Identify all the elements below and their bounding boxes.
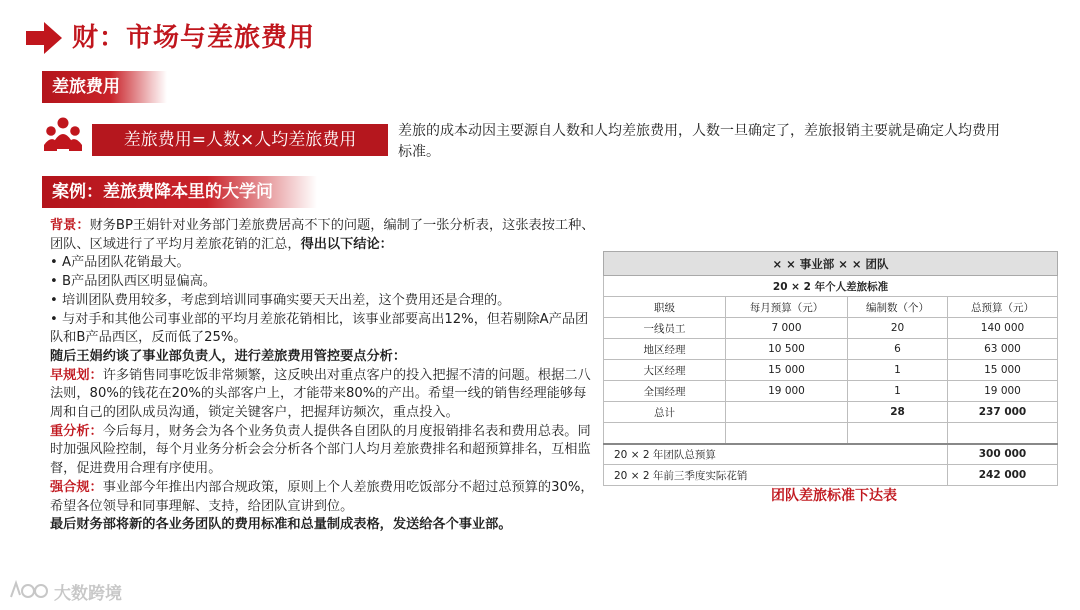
table-cell (604, 423, 726, 444)
table-cell: 15 000 (726, 360, 848, 381)
table-cell: 19 000 (948, 381, 1058, 402)
table-row (604, 339, 1058, 360)
table-cell: 28 (848, 402, 948, 423)
people-group-icon (44, 116, 82, 154)
page-title: 财：市场与差旅费用 (72, 23, 316, 53)
table-row (604, 360, 1058, 381)
table-cell: 一线员工 (604, 318, 726, 339)
column-header: 总预算（元） (948, 297, 1058, 318)
point-text: 事业部今年推出内部合规政策，原则上个人差旅费用吃饭部分不超过总预算的30%，希望各位领导和同事理解、支持，给团队宣讲到位。 (50, 479, 594, 514)
table-cell: 1 (848, 381, 948, 402)
arrow-right-icon (26, 22, 62, 54)
transition-text: 随后王娟约谈了事业部负责人，进行差旅费用管控要点分析： (50, 348, 407, 364)
table-cell: 19 000 (726, 381, 848, 402)
point-text: 许多销售同事吃饭非常频繁，这反映出对重点客户的投入把握不清的问题。根据二八法则，80%的钱花在20%的头部客户上，才能带来80%的产出。希望一线的销售经理能够每周和自己的团队成员沟通，锁定关键客户，把握拜访频次，重点投入。 (50, 367, 591, 421)
table-cell: 237 000 (948, 402, 1058, 423)
table-cell: 140 000 (948, 318, 1058, 339)
summary-value: 242 000 (948, 465, 1058, 486)
point-analysis (50, 423, 598, 479)
table-cell: 63 000 (948, 339, 1058, 360)
table-summary-row (604, 444, 1058, 465)
table-title: × × 事业部 × × 团队 (604, 252, 1058, 276)
point-label: 早规划： (50, 367, 103, 383)
table-cell (726, 402, 848, 423)
table-cell: 15 000 (948, 360, 1058, 381)
table-row (604, 381, 1058, 402)
table-cell: 地区经理 (604, 339, 726, 360)
table-cell (948, 423, 1058, 444)
formula-description: 差旅的成本动因主要源自人数和人均差旅费用，人数一旦确定了，差旅报销主要就是确定人均费用标准。 (398, 123, 1000, 160)
case-label: 案例：差旅费降本里的大学问 (42, 176, 317, 208)
standards-table (603, 251, 1058, 486)
table-cell (726, 423, 848, 444)
point-plan (50, 367, 598, 423)
point-label: 重分析： (50, 423, 103, 439)
table-spacer-row (604, 423, 1058, 444)
background-conclusion: 得出以下结论： (300, 236, 393, 252)
bullet-item: • A产品团队花销最大。 (50, 255, 190, 271)
point-label: 强合规： (50, 479, 103, 495)
background-paragraph (50, 217, 598, 254)
section-label: 差旅费用 (42, 71, 167, 103)
column-header: 编制数（个） (848, 297, 948, 318)
table-subtitle-row (604, 276, 1058, 297)
table-header-row (604, 297, 1058, 318)
summary-value: 300 000 (948, 444, 1058, 465)
table-cell: 全国经理 (604, 381, 726, 402)
table-summary-row (604, 465, 1058, 486)
table-subtitle: 20 × 2 年个人差旅标准 (604, 276, 1058, 297)
background-text: 财务BP王娟针对业务部门差旅费居高不下的问题，编制了一张分析表，这张表按工种、团队、区域进行了平均月差旅花销的汇总， (50, 218, 595, 252)
watermark-text: 大数跨境 (54, 583, 122, 604)
table-caption: 团队差旅标准下达表 (771, 488, 897, 504)
summary-label: 20 × 2 年前三季度实际花销 (604, 465, 948, 486)
bullet-item: • 培训团队费用较多，考虑到培训同事确实要天天出差，这个费用还是合理的。 (50, 292, 511, 308)
formula-box: 差旅费用=人数×人均差旅费用 (92, 124, 388, 156)
table-row (604, 318, 1058, 339)
table-title-row (604, 252, 1058, 276)
bullet-item: • B产品团队西区明显偏高。 (50, 274, 217, 290)
closing-text: 最后财务部将新的各业务团队的费用标准和总量制成表格，发送给各个事业部。 (50, 517, 512, 533)
table-cell: 1 (848, 360, 948, 381)
background-label: 背景： (50, 218, 90, 233)
table-cell: 大区经理 (604, 360, 726, 381)
point-compliance (50, 479, 598, 516)
table-cell: 总计 (604, 402, 726, 423)
column-header: 职级 (604, 297, 726, 318)
table-total-row (604, 402, 1058, 423)
point-text: 今后每月，财务会为各个业务负责人提供各自团队的月度报销排名表和费用总表。同时加强风险控制，每个月业务分析会会分析各个部门人均月差旅费排名和超预算排名，互相监督，促进费用合理有序使用。 (50, 423, 591, 477)
table-cell: 6 (848, 339, 948, 360)
summary-label: 20 × 2 年团队总预算 (604, 444, 948, 465)
brand-logo-icon (8, 579, 50, 603)
column-header: 每月预算（元） (726, 297, 848, 318)
table-cell: 20 (848, 318, 948, 339)
table-cell: 7 000 (726, 318, 848, 339)
table-cell: 10 500 (726, 339, 848, 360)
table-cell (848, 423, 948, 444)
bullet-item: • 与对手和其他公司事业部的平均月差旅花销相比，该事业部要高出12%，但若剔除A产品团队和B产品西区，反而低了25%。 (50, 311, 589, 346)
standards-table-wrapper (603, 251, 1057, 486)
case-content (50, 217, 598, 535)
watermark (8, 578, 122, 604)
